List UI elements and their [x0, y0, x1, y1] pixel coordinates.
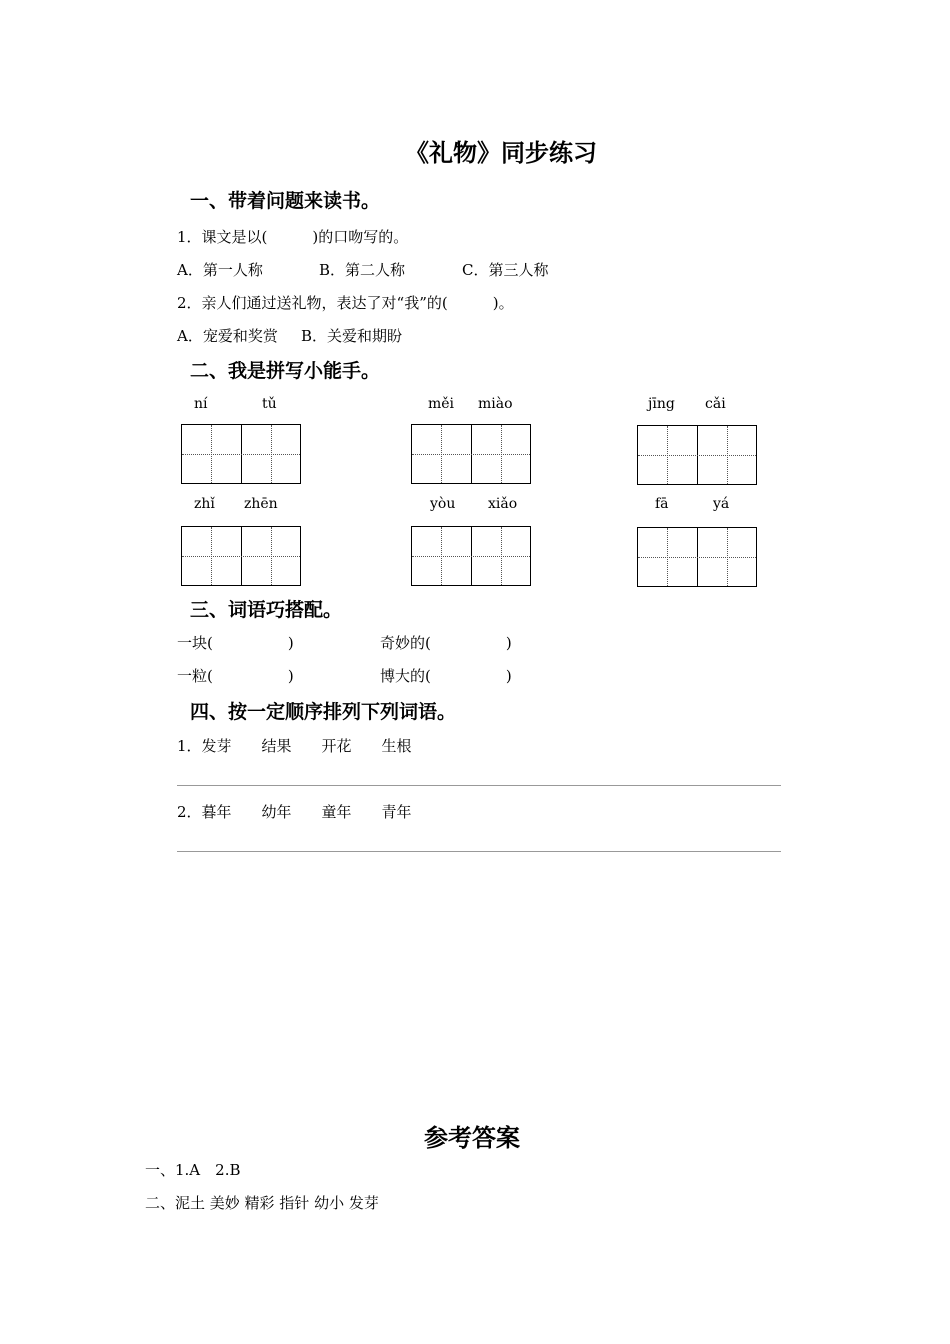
section1-q1-option-a: A．第一人称 [177, 261, 263, 279]
writing-grid[interactable] [637, 527, 757, 587]
pinyin: yòu [430, 496, 456, 512]
section1-q1-option-b: B．第二人称 [319, 261, 406, 279]
match-item: 博大的( ) [380, 667, 512, 685]
pinyin: fā [655, 496, 669, 512]
page-title: 《礼物》同步练习 [405, 138, 597, 167]
pinyin: cǎi [705, 396, 726, 412]
section4-question-2: 2．暮年 幼年 童年 青年 [177, 803, 412, 821]
section1-question-1: 1．课文是以( )的口吻写的。 [177, 228, 409, 246]
answer-line[interactable] [177, 785, 781, 786]
section2-heading: 二、我是拼写小能手。 [190, 360, 381, 382]
match-item: 一块( ) [177, 634, 294, 652]
pinyin: měi [428, 396, 455, 412]
section1-q2-option-b: B．关爱和期盼 [301, 327, 403, 345]
writing-grid[interactable] [181, 424, 301, 484]
writing-grid[interactable] [181, 526, 301, 586]
answer-2: 二、泥土 美妙 精彩 指针 幼小 发芽 [145, 1194, 379, 1212]
pinyin: ní [194, 396, 208, 412]
writing-grid[interactable] [411, 424, 531, 484]
section1-question-2: 2．亲人们通过送礼物，表达了对“我”的( )。 [177, 294, 514, 312]
section1-heading: 一、带着问题来读书。 [190, 190, 381, 212]
pinyin: tǔ [262, 396, 277, 412]
answer-line[interactable] [177, 851, 781, 852]
answer-1: 一、1.A 2.B [145, 1161, 241, 1179]
writing-grid[interactable] [411, 526, 531, 586]
pinyin: miào [478, 396, 513, 412]
match-item: 奇妙的( ) [380, 634, 512, 652]
pinyin: jīng [648, 396, 675, 412]
pinyin: zhēn [244, 496, 278, 512]
pinyin: yá [713, 496, 730, 512]
section1-q2-option-a: A．宠爱和奖赏 [177, 327, 278, 345]
section3-heading: 三、词语巧搭配。 [190, 599, 343, 621]
pinyin: xiǎo [488, 496, 518, 512]
section4-question-1: 1．发芽 结果 开花 生根 [177, 737, 412, 755]
match-item: 一粒( ) [177, 667, 294, 685]
section1-q1-option-c: C．第三人称 [462, 261, 549, 279]
answers-title: 参考答案 [424, 1123, 520, 1152]
writing-grid[interactable] [637, 425, 757, 485]
section4-heading: 四、按一定顺序排列下列词语。 [190, 701, 457, 723]
pinyin: zhǐ [194, 496, 215, 512]
